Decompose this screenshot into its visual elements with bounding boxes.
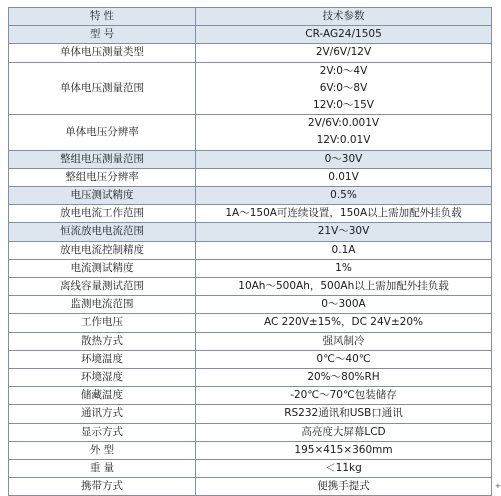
spec-value: 10Ah～500Ah，500Ah以上需加配外挂负载 (196, 278, 492, 296)
spec-label: 电压测试精度 (9, 187, 196, 205)
table-row (9, 387, 492, 405)
spec-value: 0～300A (196, 296, 492, 314)
spec-value-line: 12V:0～15V (313, 99, 374, 112)
table-row (9, 405, 492, 423)
table-row (9, 205, 492, 223)
table-row (9, 26, 492, 44)
spec-value-line: 12V:0.01V (316, 134, 371, 147)
spec-label: 工作电压 (9, 314, 196, 332)
table-row (9, 460, 492, 478)
spec-value-line: 2V/6V:0.001V (307, 117, 380, 130)
spec-value: ＜11kg (196, 460, 492, 478)
table-row (9, 223, 492, 241)
table-row (9, 150, 492, 168)
table-row (9, 314, 492, 332)
table-row (9, 187, 492, 205)
spec-value: RS232通讯和USB口通讯 (196, 405, 492, 423)
spec-value: 21V～30V (196, 223, 492, 241)
spec-value: 0.5% (196, 187, 492, 205)
spec-label: 单体电压分辨率 (9, 115, 196, 150)
spec-value: 0℃～40℃ (196, 350, 492, 368)
spec-label: 放电电流工作范围 (9, 205, 196, 223)
table-row (9, 369, 492, 387)
spec-label: 散热方式 (9, 332, 196, 350)
table-row (9, 259, 492, 277)
spec-label: 单体电压测量类型 (9, 44, 196, 62)
spec-value: 20%～80%RH (196, 369, 492, 387)
spec-label: 离线容量测试范围 (9, 278, 196, 296)
corner-mark: + (495, 482, 501, 490)
table-row (9, 241, 492, 259)
table-row (9, 441, 492, 459)
spec-value: 1A～150A可连续设置，150A以上需加配外挂负载 (196, 205, 492, 223)
spec-value: 2V/6V/12V (196, 44, 492, 62)
spec-label: 型 号 (9, 26, 196, 44)
spec-value: CR-AG24/1505 (196, 26, 492, 44)
spec-value (196, 115, 492, 150)
spec-value (196, 62, 492, 115)
spec-label: 携带方式 (9, 478, 196, 496)
table-row (9, 296, 492, 314)
spec-value-line: 6V:0～8V (319, 81, 368, 94)
spec-label: 电流测试精度 (9, 259, 196, 277)
spec-value: 0～30V (196, 150, 492, 168)
spec-value: 1% (196, 259, 492, 277)
spec-value: -20℃～70℃包装储存 (196, 387, 492, 405)
spec-label: 环境温度 (9, 350, 196, 368)
spec-value-line: 2V:0～4V (319, 64, 368, 77)
spec-value: AC 220V±15%，DC 24V±20% (196, 314, 492, 332)
spec-label: 监测电流范围 (9, 296, 196, 314)
spec-label: 恒流放电电流范围 (9, 223, 196, 241)
spec-value: 高亮度大屏幕LCD (196, 423, 492, 441)
spec-value: 强风制冷 (196, 332, 492, 350)
table-row (9, 278, 492, 296)
spec-label: 整组电压测量范围 (9, 150, 196, 168)
table-row (9, 332, 492, 350)
table-row (9, 350, 492, 368)
spec-label: 重 量 (9, 460, 196, 478)
spec-label: 整组电压分辨率 (9, 168, 196, 186)
spec-label: 显示方式 (9, 423, 196, 441)
table-row (9, 44, 492, 62)
table-row (9, 478, 492, 496)
spec-label: 储藏温度 (9, 387, 196, 405)
spec-label: 单体电压测量范围 (9, 62, 196, 115)
spec-value: 195×415×360mm (196, 441, 492, 459)
header-parameters: 技术参数 (196, 8, 492, 26)
spec-value: 便携手提式 (196, 478, 492, 496)
table-row (9, 423, 492, 441)
spec-value: 0.1A (196, 241, 492, 259)
table-header-row (9, 8, 492, 26)
spec-label: 通讯方式 (9, 405, 196, 423)
spec-label: 外 型 (9, 441, 196, 459)
table-row (9, 168, 492, 186)
table-row (9, 115, 492, 150)
spec-table-body (9, 8, 492, 496)
spec-value: 0.01V (196, 168, 492, 186)
spec-label: 放电电流控制精度 (9, 241, 196, 259)
table-row (9, 62, 492, 115)
spec-table (8, 7, 492, 496)
header-feature: 特 性 (9, 8, 196, 26)
spec-label: 环境湿度 (9, 369, 196, 387)
